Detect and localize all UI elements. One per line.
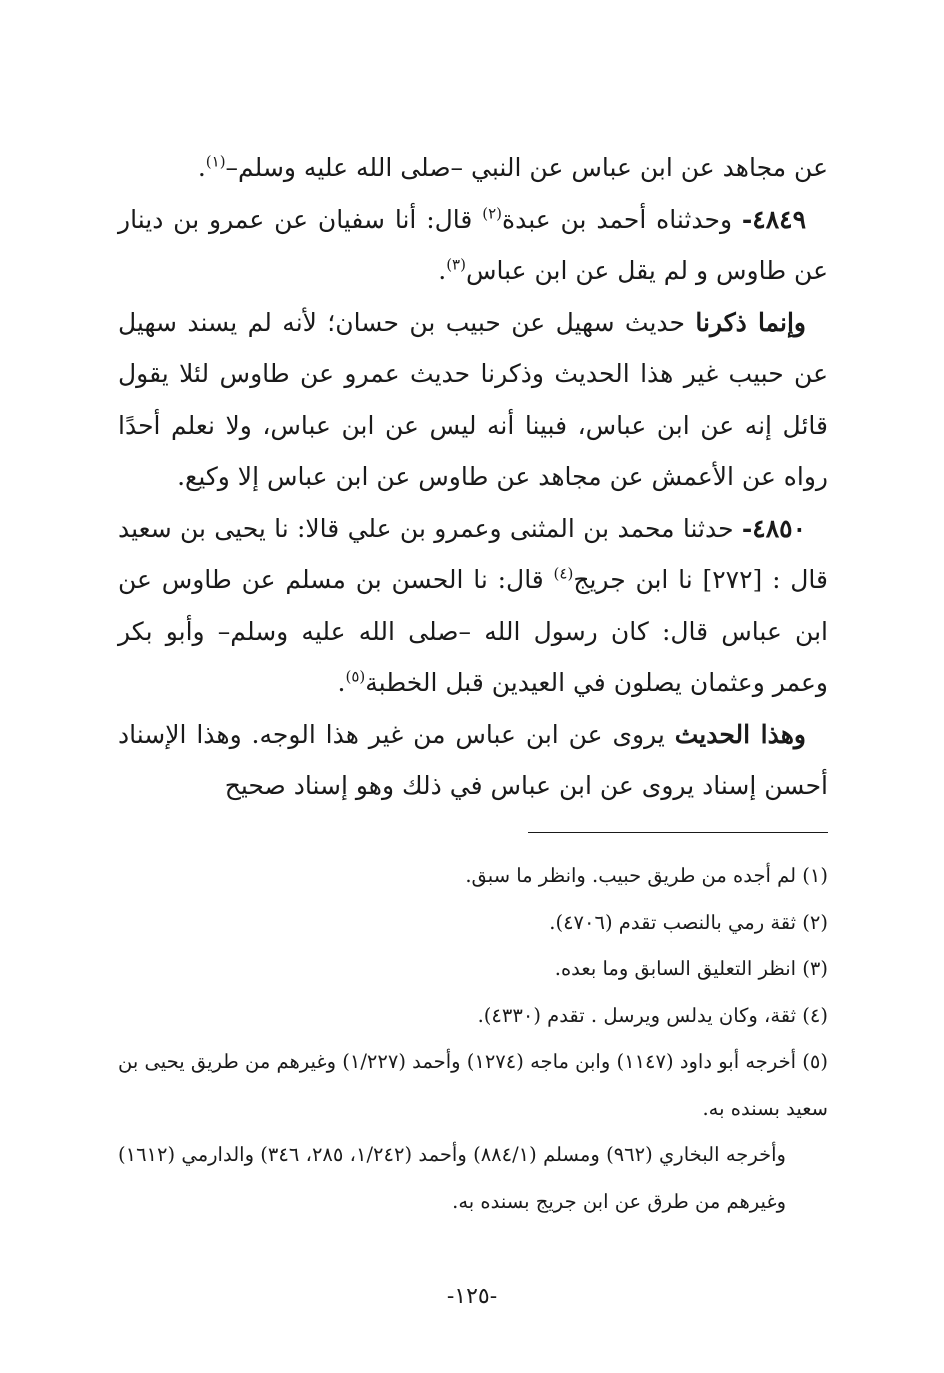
footnote-5: (٥) أخرجه أبو داود (١١٤٧) وابن ماجه (١٢٧٤) وأحمد (١/٢٢٧) وغيرهم من طريق يحيى بن سعيد بسنده به.	[118, 1050, 828, 1120]
paragraph-text: قال: نا الحسن بن مسلم عن طاوس عن ابن عباس قال: كان رسول الله –صلى الله عليه وسلم– وأبو بكر وعمر وعثمان يصلون في العيدين قبل الخطبة	[118, 565, 828, 697]
hadith-4850	[118, 503, 828, 709]
paragraph-text: حديث سهيل عن حبيب بن حسان؛ لأنه لم يسند سهيل عن حبيب غير هذا الحديث وذكرنا حديث عمرو عن طاوس لئلا يقول قائل إنه عن ابن عباس، فبينا أنه ليس عن ابن عباس، ولا نعلم أحدًا رواه عن الأعمش عن مجاهد عن طاوس عن ابن عباس إلا وكيع.	[118, 307, 828, 491]
paragraph-text: يروى عن ابن عباس من غير هذا الوجه. وهذا الإسناد أحسن إسناد يروى عن ابن عباس في ذلك وهو إسناد صحيح	[118, 719, 828, 800]
hadith-number: ٤٨٥٠-	[741, 513, 806, 543]
footnote-3: (٣) انظر التعليق السابق وما بعده.	[554, 957, 828, 980]
footnote-ref-3[interactable]: (٣)	[446, 255, 466, 274]
paragraph-text: قال: أنا سفيان عن عمرو بن دينار عن طاوس و لم يقل عن ابن عباس	[118, 204, 828, 285]
main-text	[118, 142, 828, 812]
paragraph-end: .	[197, 153, 206, 182]
paragraph-1	[118, 142, 828, 194]
lead-phrase: وإنما ذكرنا	[695, 307, 806, 337]
footnote-2: (٢) ثقة رمي بالنصب تقدم (٤٧٠٦).	[549, 910, 828, 934]
paragraph-text: وحدثناه أحمد بن عبدة	[501, 204, 742, 234]
footnote-ref-5[interactable]: (٥)	[345, 667, 366, 686]
hadith-number: ٤٨٤٩-	[741, 204, 806, 234]
lead-phrase: وهذا الحديث	[674, 719, 806, 749]
footnote-1: (١) لم أجده من طريق حبيب. وانظر ما سبق.	[465, 864, 828, 887]
footnotes	[118, 853, 828, 1225]
footnote-divider	[528, 832, 828, 833]
footnote-5-continued: وأخرجه البخاري (٩٦٢) ومسلم (٨٨٤/١) وأحمد (١/٢٤٢، ٢٨٥، ٣٤٦) والدارمي (١٦١٢) وغيرهم من طرق عن ابن جريج بسنده به.	[118, 1143, 786, 1213]
paragraph-end: .	[438, 256, 447, 285]
commentary-paragraph	[118, 709, 828, 812]
commentary-paragraph	[118, 297, 828, 503]
footnote-ref-4[interactable]: (٤)	[553, 564, 574, 583]
page-number: -١٢٥-	[446, 1284, 498, 1309]
footnote-ref-2[interactable]: (٢)	[482, 204, 502, 223]
footnote-ref-1[interactable]: (١)	[205, 152, 226, 171]
footnote-4: (٤) ثقة، وكان يدلس ويرسل . تقدم (٤٣٣٠).	[477, 1003, 828, 1027]
hadith-4849	[118, 194, 828, 297]
paragraph-text: عن مجاهد عن ابن عباس عن النبي –صلى الله عليه وسلم–	[225, 153, 828, 182]
paragraph-text: حدثنا محمد بن المثنى وعمرو بن علي قالا: نا يحيى بن سعيد قال : [٢٧٢] نا ابن جريج	[118, 513, 828, 594]
paragraph-end: .	[337, 668, 346, 697]
